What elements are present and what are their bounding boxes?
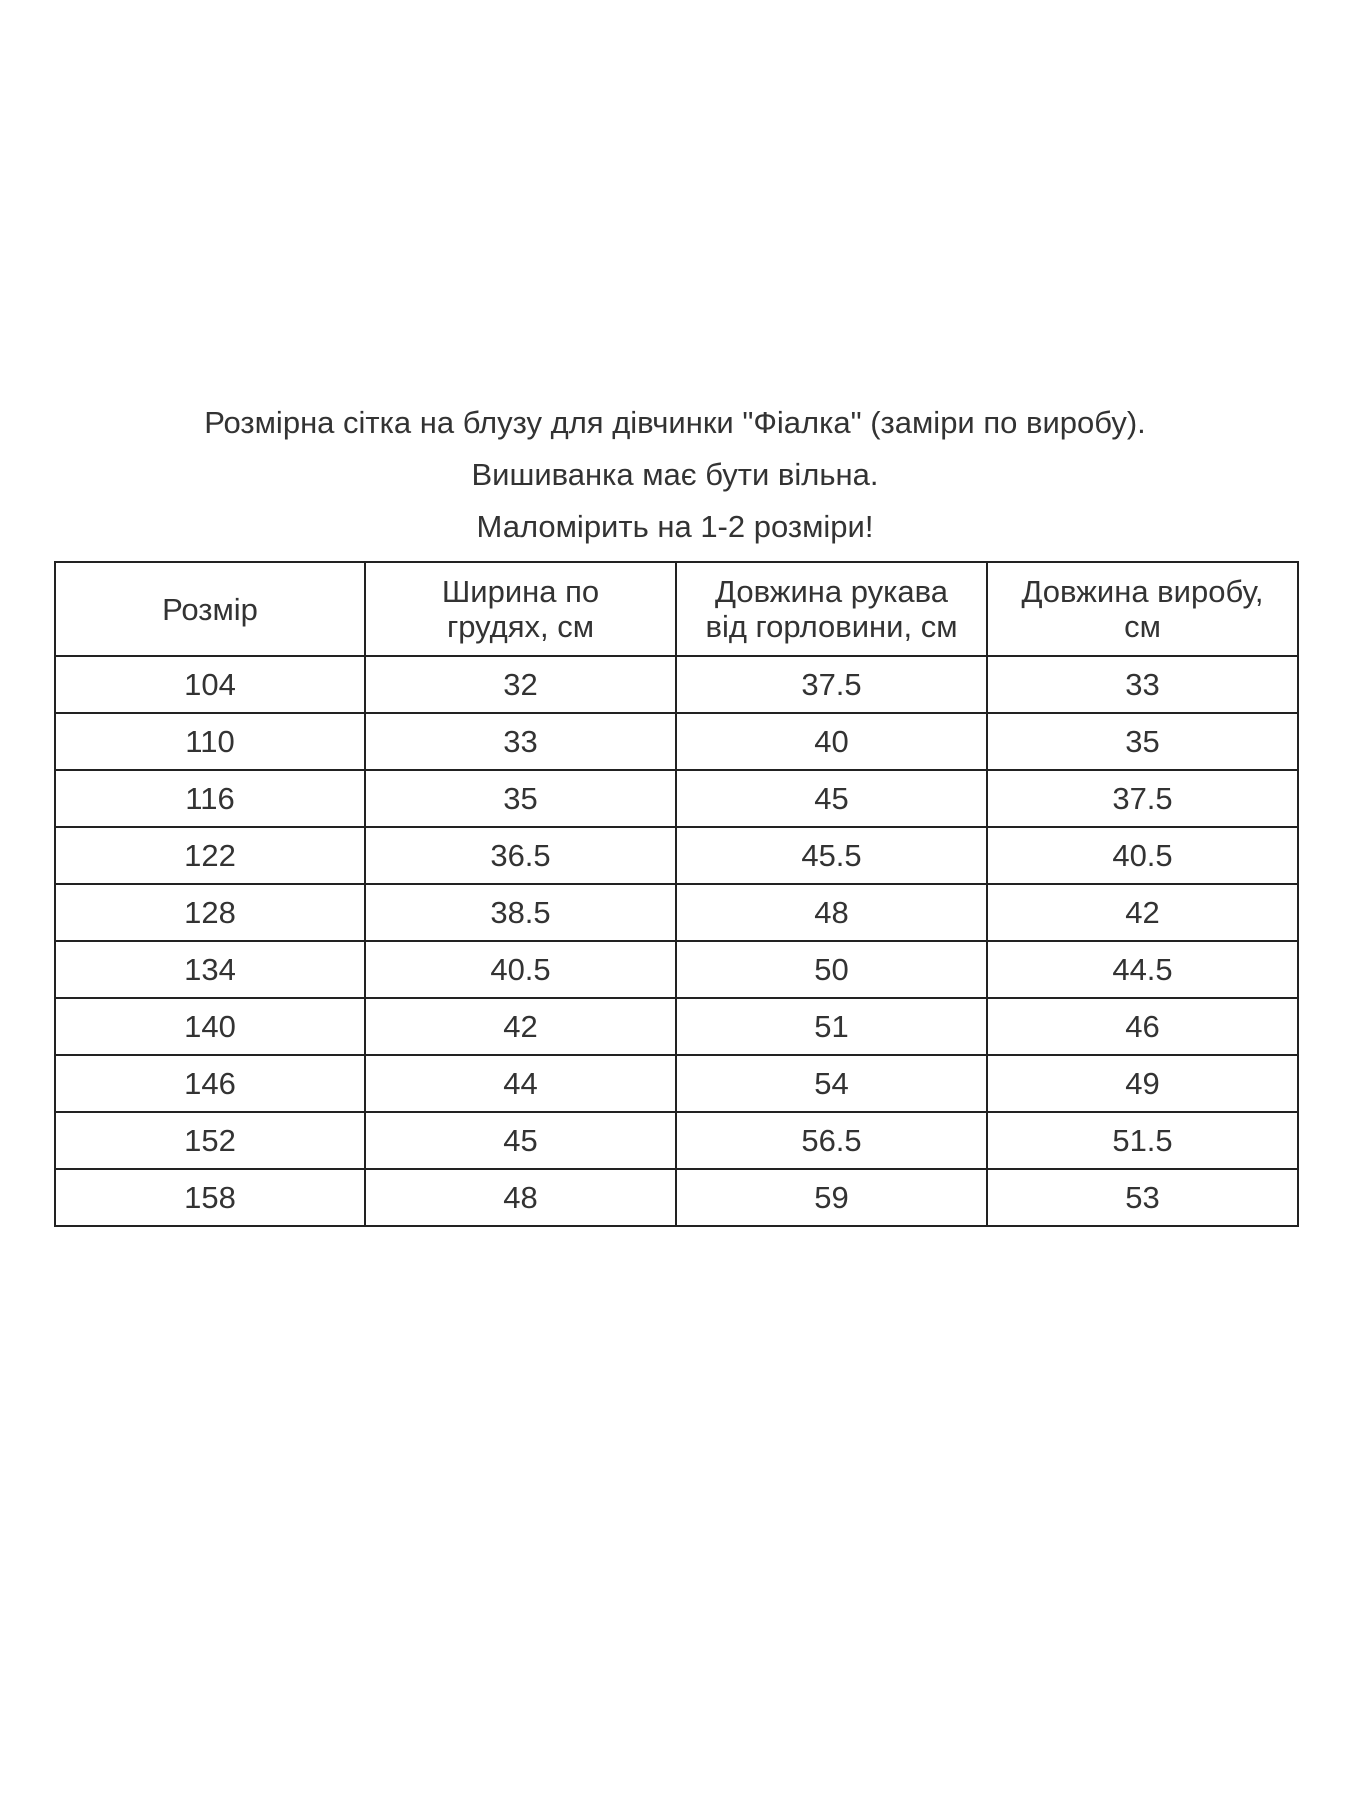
cell-size: 110 <box>55 713 365 770</box>
cell-chest-width: 33 <box>365 713 676 770</box>
cell-chest-width: 48 <box>365 1169 676 1226</box>
table-row <box>55 1169 1298 1226</box>
cell-chest-width: 42 <box>365 998 676 1055</box>
cell-chest-width: 38.5 <box>365 884 676 941</box>
header-garment-length-line1: Довжина виробу, <box>1021 574 1264 609</box>
cell-sleeve-length: 40 <box>676 713 987 770</box>
header-garment-length <box>987 562 1298 656</box>
cell-garment-length: 37.5 <box>987 770 1298 827</box>
cell-sleeve-length: 51 <box>676 998 987 1055</box>
cell-chest-width: 40.5 <box>365 941 676 998</box>
cell-chest-width: 36.5 <box>365 827 676 884</box>
cell-garment-length: 53 <box>987 1169 1298 1226</box>
header-garment-length-line2: см <box>1124 609 1161 644</box>
header-chest-width-line2: грудях, см <box>446 609 595 644</box>
cell-garment-length: 51.5 <box>987 1112 1298 1169</box>
table-row <box>55 998 1298 1055</box>
cell-garment-length: 42 <box>987 884 1298 941</box>
header-sleeve-length-line1: Довжина рукава <box>715 574 948 609</box>
cell-sleeve-length: 48 <box>676 884 987 941</box>
cell-sleeve-length: 56.5 <box>676 1112 987 1169</box>
table-row <box>55 656 1298 713</box>
cell-garment-length: 35 <box>987 713 1298 770</box>
header-size <box>55 562 365 656</box>
cell-sleeve-length: 50 <box>676 941 987 998</box>
header-size-label: Розмір <box>162 591 258 627</box>
cell-size: 140 <box>55 998 365 1055</box>
cell-size: 104 <box>55 656 365 713</box>
table-row <box>55 1055 1298 1112</box>
table-row <box>55 941 1298 998</box>
cell-garment-length: 33 <box>987 656 1298 713</box>
size-chart-note-runs-small: Маломірить на 1-2 розміри! <box>476 509 874 544</box>
table-header-row <box>55 562 1298 656</box>
table-row <box>55 827 1298 884</box>
cell-garment-length: 49 <box>987 1055 1298 1112</box>
cell-garment-length: 44.5 <box>987 941 1298 998</box>
cell-chest-width: 35 <box>365 770 676 827</box>
cell-size: 134 <box>55 941 365 998</box>
header-chest-width <box>365 562 676 656</box>
cell-chest-width: 45 <box>365 1112 676 1169</box>
cell-sleeve-length: 37.5 <box>676 656 987 713</box>
table-row <box>55 884 1298 941</box>
cell-sleeve-length: 59 <box>676 1169 987 1226</box>
header-sleeve-length <box>676 562 987 656</box>
cell-size: 116 <box>55 770 365 827</box>
table-row <box>55 770 1298 827</box>
cell-sleeve-length: 45.5 <box>676 827 987 884</box>
cell-size: 122 <box>55 827 365 884</box>
table-row <box>55 713 1298 770</box>
table-row <box>55 1112 1298 1169</box>
size-table <box>54 561 1299 1227</box>
cell-garment-length: 46 <box>987 998 1298 1055</box>
cell-garment-length: 40.5 <box>987 827 1298 884</box>
cell-chest-width: 32 <box>365 656 676 713</box>
header-chest-width-line1: Ширина по <box>441 574 600 609</box>
size-chart-title: Розмірна сітка на блузу для дівчинки "Фіалка" (заміри по виробу). <box>204 405 1146 440</box>
cell-size: 152 <box>55 1112 365 1169</box>
cell-sleeve-length: 45 <box>676 770 987 827</box>
header-sleeve-length-line2: від горловини, см <box>705 609 958 644</box>
cell-chest-width: 44 <box>365 1055 676 1112</box>
cell-size: 158 <box>55 1169 365 1226</box>
cell-size: 146 <box>55 1055 365 1112</box>
size-chart-note-fit: Вишиванка має бути вільна. <box>471 457 879 492</box>
cell-sleeve-length: 54 <box>676 1055 987 1112</box>
cell-size: 128 <box>55 884 365 941</box>
